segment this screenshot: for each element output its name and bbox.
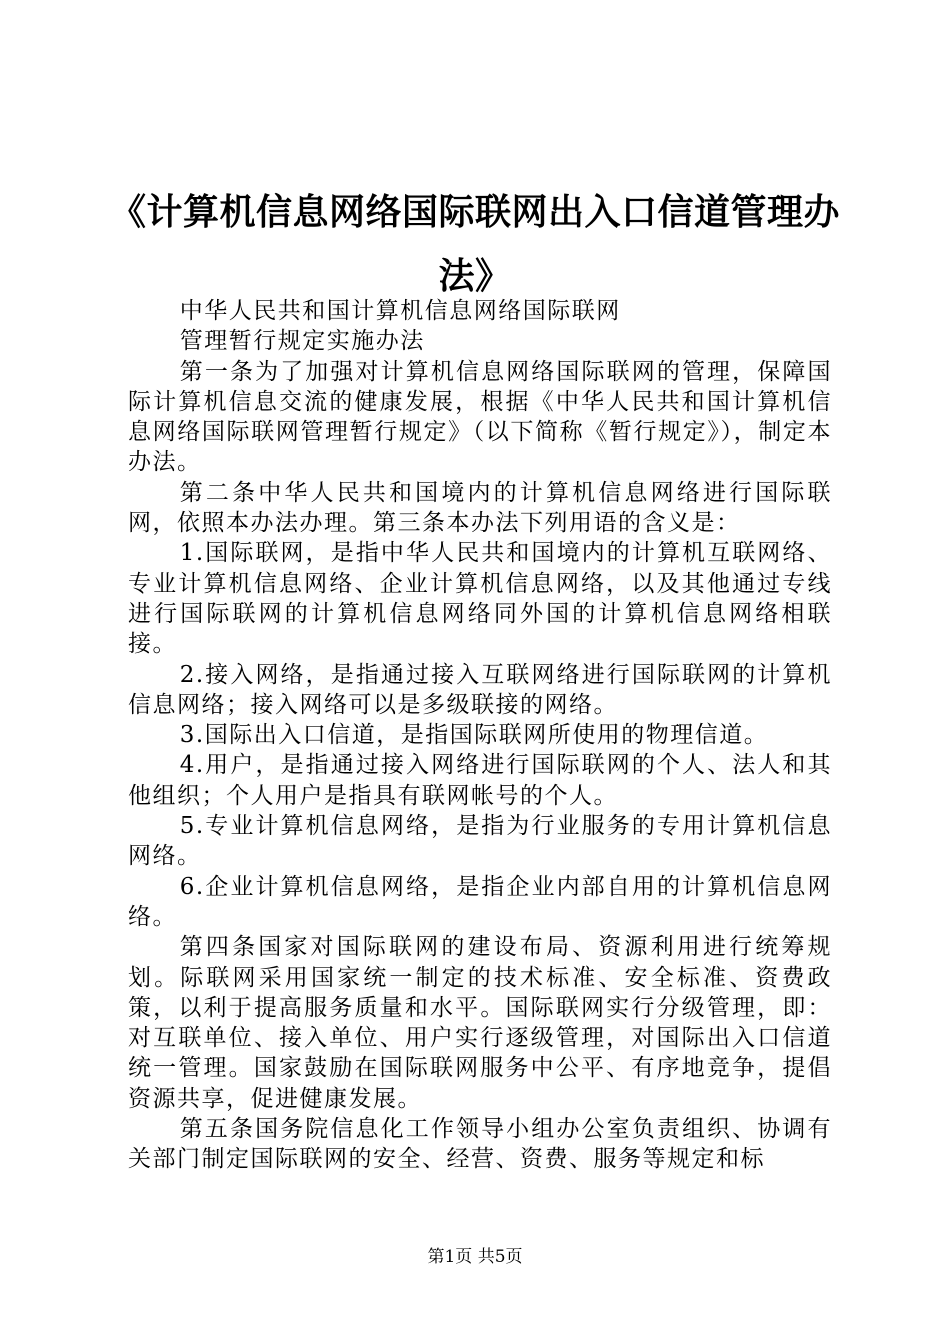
paragraph: 2.接入网络，是指通过接入互联网络进行国际联网的计算机信息网络；接入网络可以是多级联接的网络。 <box>128 661 832 718</box>
paragraph: 3.国际出入口信道，是指国际联网所使用的物理信道。 <box>179 722 769 749</box>
title-line-2: 法》 <box>438 255 512 297</box>
paragraph: 4.用户，是指通过接入网络进行国际联网的个人、法人和其他组织；个人用户是指具有联网帐号的个人。 <box>128 752 832 809</box>
paragraph: 管理暂行规定实施办法 <box>179 328 425 355</box>
paragraph: 6.企业计算机信息网络，是指企业内部自用的计算机信息网络。 <box>128 873 832 930</box>
document-title <box>110 180 840 308</box>
document-body <box>128 296 832 1175</box>
page-footer: 第1页 共5页 <box>427 1247 523 1267</box>
paragraph: 第二条中华人民共和国境内的计算机信息网络进行国际联网，依照本办法办理。第三条本办法下列用语的含义是： <box>128 479 832 537</box>
paragraph: 中华人民共和国计算机信息网络国际联网 <box>179 298 621 324</box>
title-line-1: 《计算机信息网络国际联网出入口信道管理办 <box>110 191 841 233</box>
paragraph: 1.国际联网，是指中华人民共和国境内的计算机互联网络、专业计算机信息网络、企业计算机信息网络，以及其他通过专线进行国际联网的计算机信息网络同外国的计算机信息网络相联接。 <box>128 540 832 658</box>
paragraph: 第五条国务院信息化工作领导小组办公室负责组织、协调有关部门制定国际联网的安全、经营、资费、服务等规定和标 <box>128 1116 832 1173</box>
paragraph: 第一条为了加强对计算机信息网络国际联网的管理，保障国际计算机信息交流的健康发展，根据《中华人民共和国计算机信息网络国际联网管理暂行规定》（以下简称《暂行规定》），制定本办法。 <box>128 358 832 476</box>
paragraph: 第四条国家对国际联网的建设布局、资源利用进行统筹规划。际联网采用国家统一制定的技术标准、安全标准、资费政策，以利于提高服务质量和水平。国际联网实行分级管理，即：对互联单位、接入单位、用户实行逐级管理，对国际出入口信道统一管理。国家鼓励在国际联网服务中公平、有序地竞争，提倡资源共享，促进健康发展。 <box>128 934 832 1112</box>
paragraph: 5.专业计算机信息网络，是指为行业服务的专用计算机信息网络。 <box>128 813 832 870</box>
